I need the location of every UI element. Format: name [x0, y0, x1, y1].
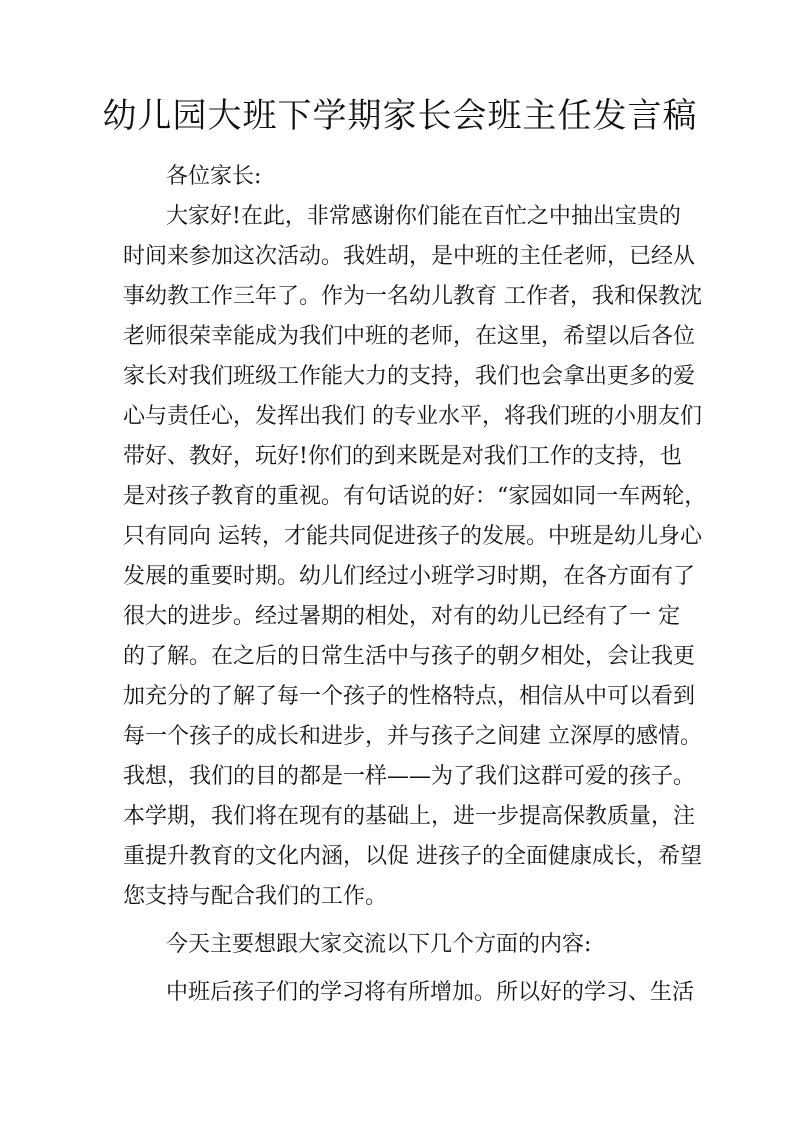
- body-line-4: 老师很荣幸能成为我们中班的老师，在这里，希望以后各位: [123, 324, 696, 349]
- body-line-14: 每一个孩子的成长和进步，并与孩子之间建 立深厚的感情。: [123, 724, 702, 749]
- body-line-8: 是对孩子教育的重视。有句话说的好：“家园如同一车两轮，: [123, 484, 707, 509]
- section-first-line: 中班后孩子们的学习将有所增加。所以好的学习、生活: [166, 980, 695, 1005]
- body-line-15: 我想，我们的目的都是一样——为了我们这群可爱的孩子。: [123, 764, 696, 789]
- body-line-16: 本学期，我们将在现有的基础上，进一步提高保教质量，注: [123, 804, 696, 829]
- body-line-2: 时间来参加这次活动。我姓胡，是中班的主任老师，已经从: [123, 244, 696, 269]
- body-line-18: 您支持与配合我们的工作。: [123, 884, 388, 909]
- body-line-11: 很大的进步。经过暑期的相处，对有的幼儿已经有了一 定: [123, 604, 680, 629]
- greeting-line: 各位家长:: [166, 164, 262, 189]
- agenda-intro-line: 今天主要想跟大家交流以下几个方面的内容:: [166, 932, 592, 957]
- body-line-17: 重提升教育的文化内涵，以促 进孩子的全面健康成长，希望: [123, 844, 702, 869]
- body-line-6: 心与责任心，发挥出我们 的专业水平，将我们班的小朋友们: [123, 404, 702, 429]
- body-line-12: 的了解。在之后的日常生活中与孩子的朝夕相处，会让我更: [123, 644, 696, 669]
- body-line-10: 发展的重要时期。幼儿们经过小班学习时期，在各方面有了: [123, 564, 696, 589]
- body-line-1: 大家好!在此，非常感谢你们能在百忙之中抽出宝贵的: [166, 204, 681, 229]
- body-line-3: 事幼教工作三年了。作为一名幼儿教育 工作者，我和保教沈: [123, 284, 702, 309]
- body-line-7: 带好、教好，玩好!你们的到来既是对我们工作的支持，也: [123, 444, 682, 469]
- document-title: 幼儿园大班下学期家长会班主任发言稿: [102, 96, 698, 136]
- body-line-5: 家长对我们班级工作能大力的支持，我们也会拿出更多的爱: [123, 364, 696, 389]
- body-line-13: 加充分的了解了每一个孩子的性格特点，相信从中可以看到: [123, 684, 696, 709]
- body-line-9: 只有同向 运转，才能共同促进孩子的发展。中班是幼儿身心: [123, 524, 702, 549]
